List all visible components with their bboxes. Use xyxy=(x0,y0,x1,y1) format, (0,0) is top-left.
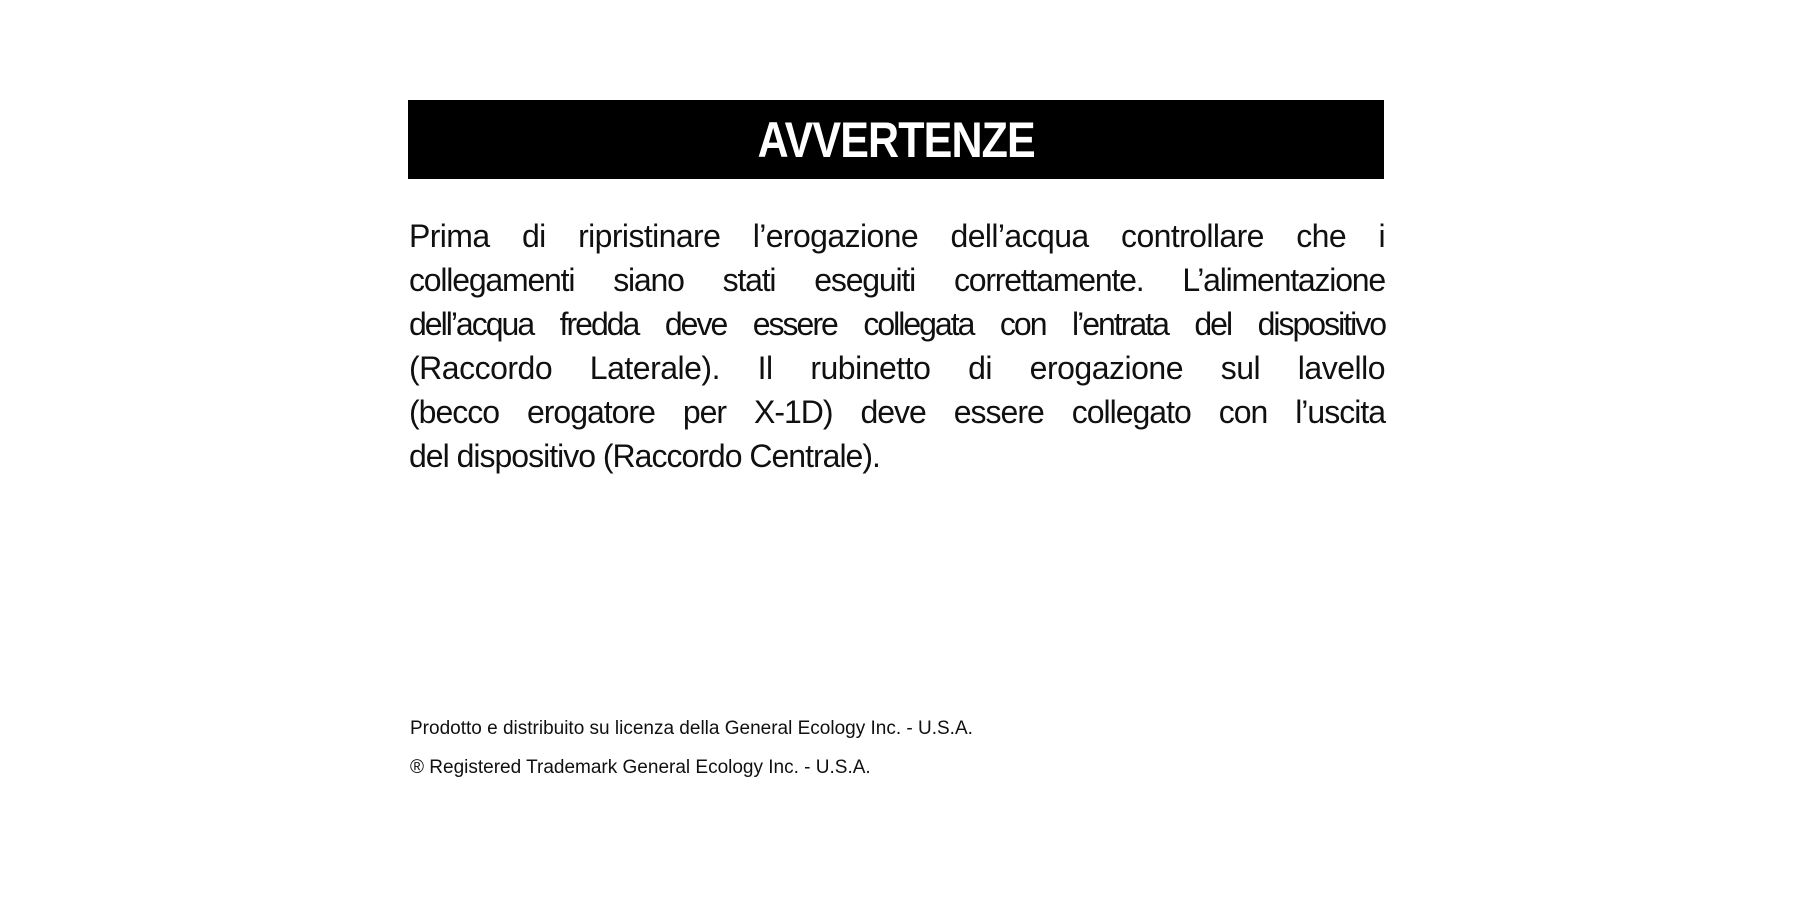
warning-paragraph xyxy=(409,214,1385,478)
warning-banner-title: AVVERTENZE xyxy=(757,111,1035,168)
paragraph-line: Prima di ripristinare l’erogazione dell’acqua controllare che i xyxy=(409,218,1385,254)
warning-banner xyxy=(408,100,1384,179)
paragraph-line: dell’acqua fredda deve essere collegata con l’entrata del dispositivo xyxy=(409,306,1385,342)
footer-trademark-line: ® Registered Trademark General Ecology Inc. - U.S.A. xyxy=(410,757,871,778)
paragraph-line: del dispositivo (Raccordo Centrale). xyxy=(409,438,880,474)
paragraph-line: (becco erogatore per X-1D) deve essere collegato con l’uscita xyxy=(409,394,1385,430)
paragraph-line: collegamenti siano stati eseguiti correttamente. L’alimentazione xyxy=(409,262,1385,298)
paragraph-line: (Raccordo Laterale). Il rubinetto di erogazione sul lavello xyxy=(409,350,1385,386)
footer-license-line: Prodotto e distribuito su licenza della General Ecology Inc. - U.S.A. xyxy=(410,718,973,739)
